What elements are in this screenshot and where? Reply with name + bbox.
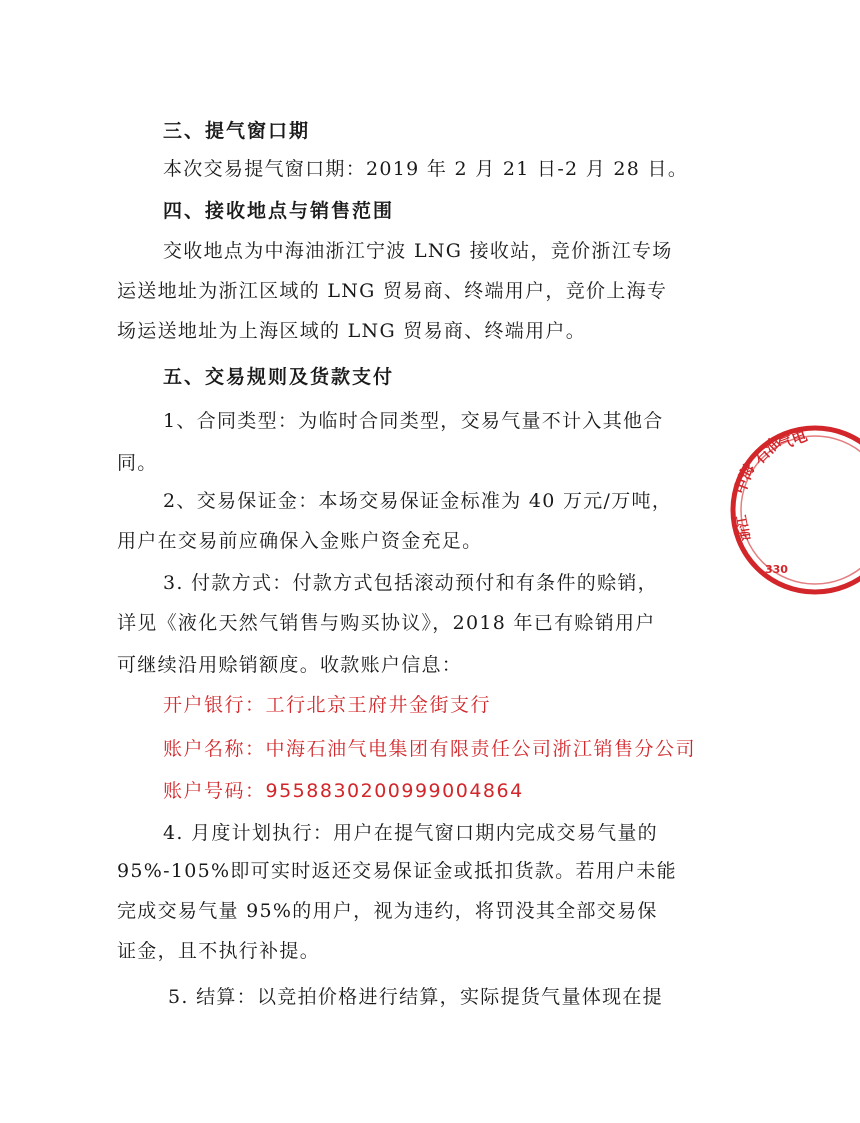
rule-4-line-2: 95%-105%即可实时返还交易保证金或抵扣货款。若用户未能 — [117, 860, 677, 882]
section-3-body: 本次交易提气窗口期：2019 年 2 月 21 日-2 月 28 日。 — [163, 158, 689, 180]
bank-name: 开户银行：工行北京王府井金街支行 — [163, 694, 492, 716]
rule-3-line-3: 可继续沿用赊销额度。收款账户信息： — [117, 654, 463, 676]
svg-text:330: 330 — [765, 563, 788, 576]
rule-2-line-1: 2、交易保证金：本场交易保证金标准为 40 万元/万吨， — [163, 490, 673, 512]
section-3-title: 三、提气窗口期 — [163, 120, 311, 142]
section-4-line-1: 交收地点为中海油浙江宁波 LNG 接收站，竞价浙江专场 — [163, 240, 673, 262]
company-seal — [730, 425, 860, 595]
section-5-title: 五、交易规则及货款支付 — [163, 366, 395, 388]
account-name: 账户名称：中海石油气电集团有限责任公司浙江销售分公司 — [163, 738, 697, 760]
rule-1-line-2: 同。 — [117, 452, 158, 474]
account-number: 账户号码：9558830200999004864 — [163, 780, 524, 802]
svg-text:中海: 中海 — [730, 462, 759, 497]
svg-text:石油: 石油 — [750, 433, 785, 468]
rule-4-line-3: 完成交易气量 95%的用户，视为违约，将罚没其全部交易保 — [117, 900, 658, 922]
rule-5-line-1: 5. 结算：以竞拍价格进行结算，实际提货气量体现在提 — [168, 986, 663, 1008]
svg-text:气电: 气电 — [775, 426, 810, 454]
section-4-line-3: 场运送地址为上海区域的 LNG 贸易商、终端用户。 — [117, 320, 586, 342]
svg-text:浙江: 浙江 — [734, 513, 754, 542]
rule-1-line-1: 1、合同类型：为临时合同类型，交易气量不计入其他合 — [163, 410, 664, 432]
rule-2-line-2: 用户在交易前应确保入金账户资金充足。 — [117, 530, 483, 552]
section-4-title: 四、接收地点与销售范围 — [163, 200, 395, 222]
rule-4-line-4: 证金，且不执行补提。 — [117, 940, 321, 962]
rule-3-line-1: 3. 付款方式：付款方式包括滚动预付和有条件的赊销， — [163, 572, 658, 594]
rule-4-line-1: 4. 月度计划执行：用户在提气窗口期内完成交易气量的 — [163, 822, 658, 844]
section-4-line-2: 运送地址为浙江区域的 LNG 贸易商、终端用户，竞价上海专 — [117, 280, 668, 302]
rule-3-line-2: 详见《液化天然气销售与购买协议》，2018 年已有赊销用户 — [117, 612, 656, 634]
